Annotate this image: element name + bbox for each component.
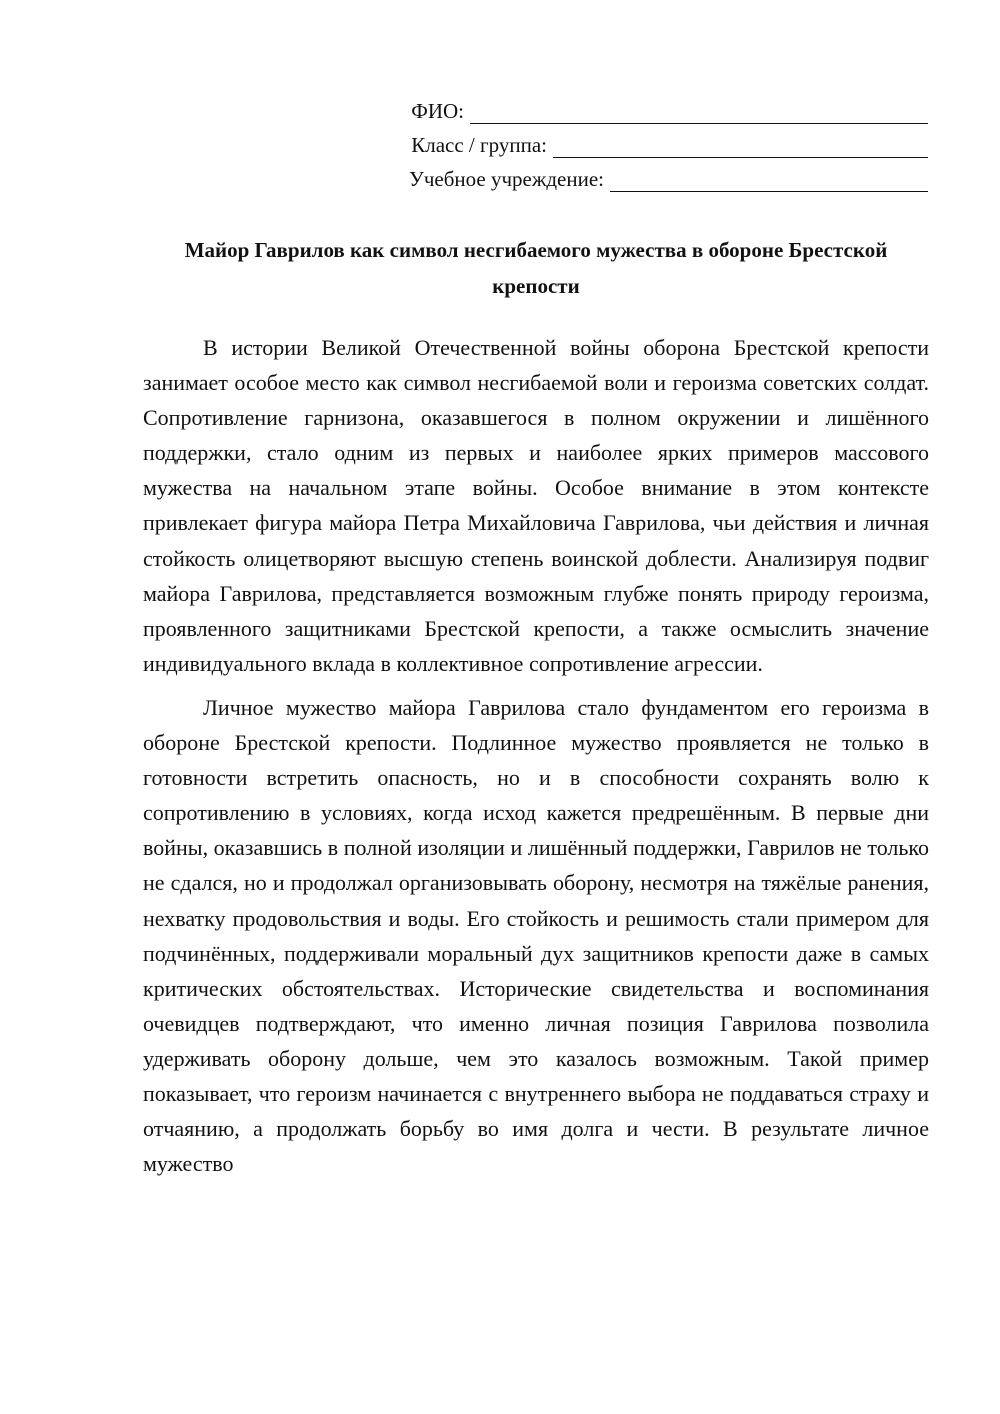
document-body	[143, 330, 929, 1181]
class-field-blank[interactable]	[553, 131, 928, 158]
school-field-row	[328, 162, 928, 196]
paragraph-courage: Личное мужество майора Гаврилова стало фундаментом его героизма в обороне Брестской крепости. Подлинное мужество проявляется не только в готовности встретить опасность, но и в способности сохранять волю к сопротивлению в условиях, когда исход кажется предрешённым. В первые дни войны, оказавшись в полной изоляции и лишённый поддержки, Гаврилов не только не сдался, но и продолжал организовывать оборону, несмотря на тяжёлые ранения, нехватку продовольствия и воды. Его стойкость и решимость стали примером для подчинённых, поддерживали моральный дух защитников крепости даже в самых критических обстоятельствах. Исторические свидетельства и воспоминания очевидцев подтверждают, что именно личная позиция Гаврилова позволила удерживать оборону дольше, чем это казалось возможным. Такой пример показывает, что героизм начинается с внутреннего выбора не поддаваться страху и отчаянию, а продолжать борьбу во имя долга и чести. В результате личное мужество	[143, 694, 929, 1177]
name-field-blank[interactable]	[470, 97, 928, 124]
school-field-blank[interactable]	[610, 165, 928, 192]
class-field-row	[328, 128, 928, 162]
school-field-label: Учебное учреждение:	[408, 167, 604, 191]
document-title: Майор Гаврилов как символ несгибаемого мужества в обороне Брестской крепости	[184, 238, 888, 298]
name-field-label: ФИО:	[411, 99, 464, 123]
student-info-block	[328, 94, 928, 196]
class-field-label: Класс / группа:	[411, 133, 547, 157]
paragraph-intro: В истории Великой Отечественной войны оборона Брестской крепости занимает особое место как символ несгибаемой воли и героизма советских солдат. Сопротивление гарнизона, оказавшегося в полном окружении и лишённого поддержки, стало одним из первых и наиболее ярких примеров массового мужества на начальном этапе войны. Особое внимание в этом контексте привлекает фигура майора Петра Михайловича Гаврилова, чьи действия и личная стойкость олицетворяют высшую степень воинской доблести. Анализируя подвиг майора Гаврилова, представляется возможным глубже понять природу героизма, проявленного защитниками Брестской крепости, а также осмыслить значение индивидуального вклада в коллективное сопротивление агрессии.	[143, 335, 929, 676]
name-field-row	[328, 94, 928, 128]
